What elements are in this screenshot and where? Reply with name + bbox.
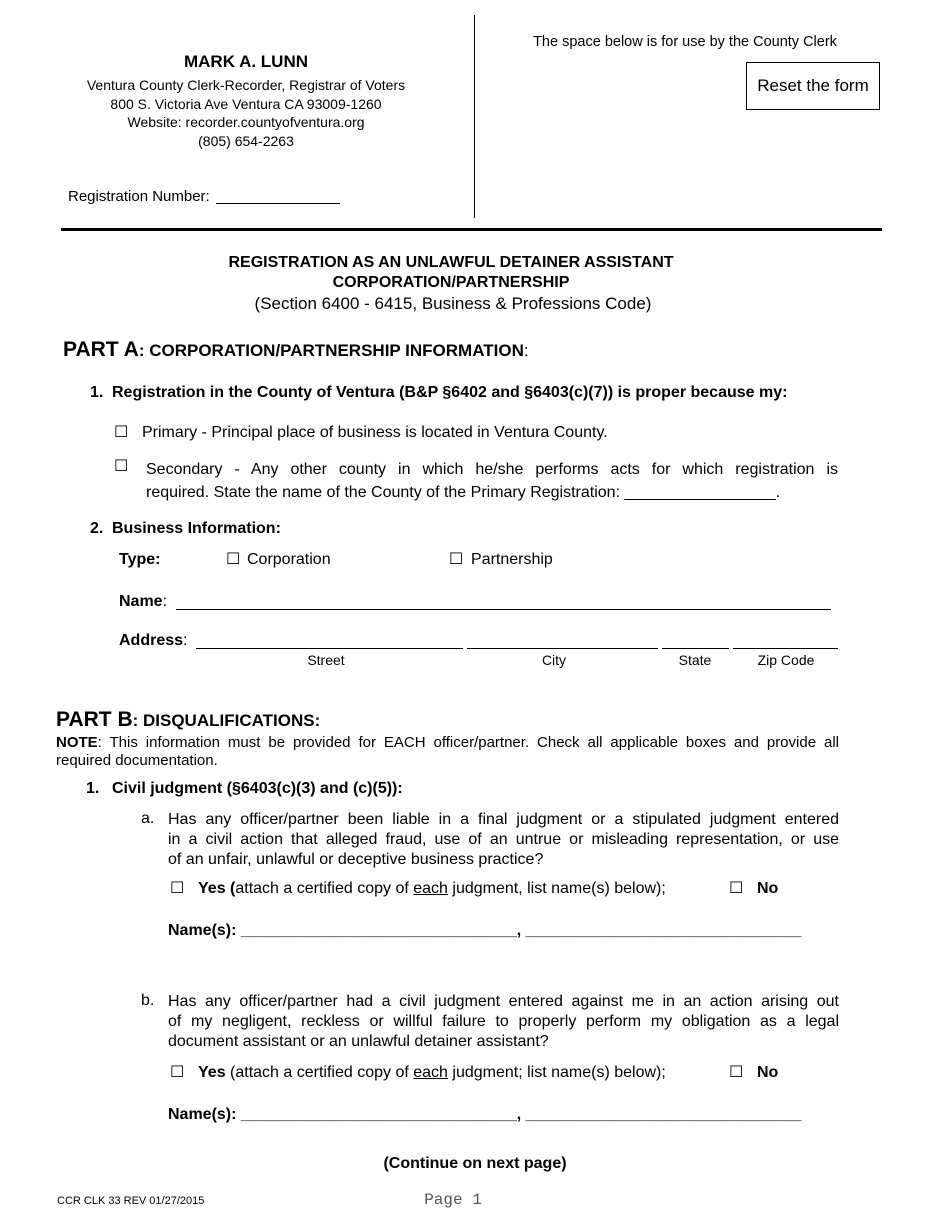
header-rule — [61, 228, 882, 231]
part-a-q1: Registration in the County of Ventura (B&P §6402 and §6403(c)(7)) is proper because my: — [112, 384, 788, 401]
form-title-section: (Section 6400 - 6415, Business & Professions Code) — [254, 294, 652, 313]
question-a-label: a. — [141, 810, 155, 827]
partnership-checkbox[interactable]: ☐ — [449, 549, 464, 568]
clerk-use-note: The space below is for use by the County Clerk — [533, 34, 837, 50]
question-a-yes-checkbox[interactable]: ☐ — [170, 878, 185, 897]
question-a-names-field[interactable]: Name(s): _______________________________, _______________________________ — [168, 922, 802, 939]
question-b-label: b. — [141, 992, 155, 1009]
corporation-checkbox[interactable]: ☐ — [226, 549, 241, 568]
state-caption: State — [678, 652, 712, 668]
street-caption: Street — [307, 652, 345, 668]
page-number: Page 1 — [424, 1191, 482, 1209]
question-a-no-label: No — [757, 880, 779, 897]
name-label: Name — [119, 593, 163, 610]
business-name-field[interactable] — [176, 609, 831, 610]
form-title-line1: REGISTRATION AS AN UNLAWFUL DETAINER ASSISTANT — [228, 254, 674, 271]
partnership-label: Partnership — [471, 551, 553, 568]
clerk-address-block — [60, 76, 432, 150]
registration-number-label: Registration Number: — [68, 188, 210, 205]
type-label: Type: — [119, 551, 161, 568]
primary-checkbox[interactable]: ☐ — [114, 422, 129, 441]
name-label-wrap: Name: — [119, 593, 168, 610]
secondary-checkbox[interactable]: ☐ — [114, 456, 129, 475]
clerk-name: MARK A. LUNN — [183, 52, 309, 71]
question-a-yes-label: Yes (attach a certified copy of each judgment, list name(s) below); — [198, 880, 666, 897]
part-b-label: PART B — [56, 708, 133, 731]
clerk-title: Ventura County Clerk-Recorder, Registrar of Voters — [86, 77, 406, 93]
question-a-no-checkbox[interactable]: ☐ — [729, 878, 744, 897]
zip-caption: Zip Code — [757, 652, 815, 668]
form-id: CCR CLK 33 REV 01/27/2015 — [57, 1195, 205, 1207]
part-b-note — [56, 734, 839, 770]
form-title-line2: CORPORATION/PARTNERSHIP — [332, 274, 570, 291]
part-a-q1-number: 1. — [90, 384, 104, 401]
corporation-label: Corporation — [247, 551, 331, 568]
continue-note: (Continue on next page) — [383, 1155, 567, 1172]
city-field[interactable] — [467, 648, 658, 649]
note-label: NOTE — [56, 734, 98, 751]
registration-number-field[interactable] — [216, 203, 340, 204]
part-a-q2-number: 2. — [90, 520, 104, 537]
note-line2: required documentation. — [56, 752, 218, 769]
question-b-no-label: No — [757, 1064, 779, 1081]
question-a-text: Has any officer/partner been liable in a final judgment or a stipulated judgment entered in a civil action that alleged fraud, use of an untrue or misleading representation, or use of an unfair, unlawful or deceptive business practice? — [168, 811, 839, 868]
clerk-phone: (805) 654-2263 — [198, 132, 294, 149]
secondary-line2: required. State the name of the County of the Primary Registration: _________________. — [146, 484, 781, 501]
question-b-yes-checkbox[interactable]: ☐ — [170, 1062, 185, 1081]
secondary-line1: Secondary - Any other county in which he/she performs acts for which registration is — [146, 461, 838, 478]
part-a-label: PART A — [63, 338, 139, 361]
question-b-no-checkbox[interactable]: ☐ — [729, 1062, 744, 1081]
part-b-q1: Civil judgment (§6403(c)(3) and (c)(5)): — [112, 780, 403, 797]
question-b-yes-label: Yes (attach a certified copy of each judgment; list name(s) below); — [198, 1064, 666, 1081]
primary-label: Primary - Principal place of business is located in Ventura County. — [142, 424, 608, 441]
question-b-names-field[interactable]: Name(s): _______________________________, _______________________________ — [168, 1106, 802, 1123]
reset-form-button[interactable]: Reset the form — [746, 62, 880, 110]
street-field[interactable] — [196, 648, 463, 649]
header-divider — [474, 15, 475, 218]
address-label: Address — [119, 632, 184, 649]
state-field[interactable] — [662, 648, 729, 649]
part-a-heading: PART A: CORPORATION/PARTNERSHIP INFORMATION: — [63, 338, 529, 361]
city-caption: City — [541, 652, 567, 668]
part-a-q2: Business Information: — [112, 520, 281, 537]
part-b-q1-number: 1. — [86, 780, 100, 797]
question-b-text: Has any officer/partner had a civil judgment entered against me in an action arising out of my negligent, reckless or willful failure to properly perform my obligation as a legal document assistant or an unlawful detainer assistant? — [168, 993, 839, 1050]
zip-field[interactable] — [733, 648, 838, 649]
clerk-website: Website: recorder.countyofventura.org — [127, 114, 365, 130]
part-b-title: : DISQUALIFICATIONS: — [132, 711, 321, 730]
note-line1: NOTE: This information must be provided for EACH officer/partner. Check all applicable boxes and provide all — [56, 734, 839, 751]
clerk-street: 800 S. Victoria Ave Ventura CA 93009-1260 — [110, 95, 382, 112]
part-a-title: : CORPORATION/PARTNERSHIP INFORMATION — [138, 341, 524, 360]
address-label-wrap: Address: — [119, 632, 188, 649]
part-b-heading — [56, 708, 320, 732]
secondary-label — [146, 458, 838, 504]
